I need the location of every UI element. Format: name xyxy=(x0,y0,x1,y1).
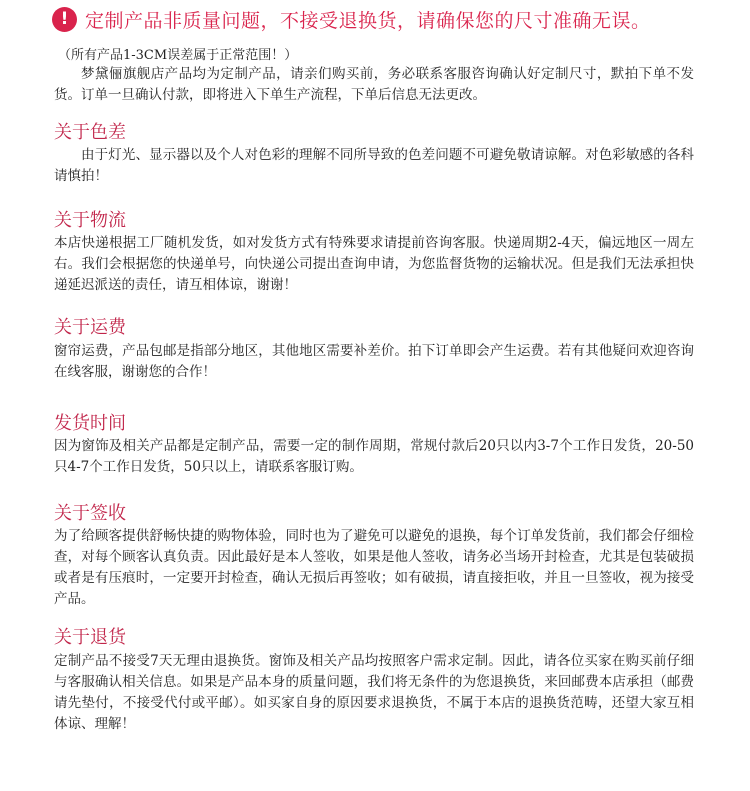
section-title-logistics: 关于物流 xyxy=(54,210,126,231)
intro-paragraph: 梦黛俪旗舰店产品均为定制产品，请亲们购买前，务必联系客服咨询确认好定制尺寸，默拍下单不发货。订单一旦确认付款，即将进入下单生产流程，下单后信息无法更改。 xyxy=(54,66,694,103)
section-body-color: 由于灯光、显示器以及个人对色彩的理解不同所导致的色差问题不可避免敬请谅解。对色彩敏感的各科请慎拍！ xyxy=(54,147,694,184)
section-body-signing: 为了给顾客提供舒畅快捷的购物体验，同时也为了避免可以避免的退换，每个订单发货前，我们都会仔细检查，对每个顾客认真负责。因此最好是本人签收，如果是他人签收，请务必当场开封检查，尤其是包装破损或者是有压痕时，一定要开封检查，确认无损后再签收；如有破损，请直接拒收，并且一旦签收，视为接受产品。 xyxy=(54,528,694,607)
section-title-returns: 关于退货 xyxy=(54,627,126,648)
section-title-shipping-fee: 关于运费 xyxy=(54,317,126,338)
exclamation-icon: ! xyxy=(52,7,77,32)
section-body-returns: 定制产品不接受7天无理由退换货。窗饰及相关产品均按照客户需求定制。因此，请各位买家在购买前仔细与客服确认相关信息。如果是产品本身的质量问题，我们将无条件的为您退换货，来回邮费本店承担（邮费请先垫付，不接受代付或平邮）。如买家自身的原因要求退换货，不属于本店的退换货范畴，还望大家互相体谅、理解！ xyxy=(54,653,694,732)
warning-banner xyxy=(52,5,651,33)
section-title-delivery-time: 发货时间 xyxy=(54,413,126,434)
section-title-signing: 关于签收 xyxy=(54,503,126,524)
warning-text: 定制产品非质量问题，不接受退换货，请确保您的尺寸准确无误。 xyxy=(85,9,651,32)
section-body-delivery-time: 因为窗饰及相关产品都是定制产品，需要一定的制作周期，常规付款后20只以内3-7个工作日发货，20-50只4-7个工作日发货，50只以上，请联系客服订购。 xyxy=(54,438,694,475)
section-body-logistics: 本店快递根据工厂随机发货，如对发货方式有特殊要求请提前咨询客服。快递周期2-4天，偏远地区一周左右。我们会根据您的快递单号，向快递公司提出查询申请，为您监督货物的运输状况。但是我们无法承担快递延迟派送的责任，请互相体谅，谢谢！ xyxy=(54,235,694,293)
tolerance-note: （所有产品1-3CM误差属于正常范围！） xyxy=(58,48,298,63)
section-title-color: 关于色差 xyxy=(54,122,126,143)
section-body-shipping-fee: 窗帘运费，产品包邮是指部分地区，其他地区需要补差价。拍下订单即会产生运费。若有其他疑问欢迎咨询在线客服，谢谢您的合作！ xyxy=(54,343,694,380)
